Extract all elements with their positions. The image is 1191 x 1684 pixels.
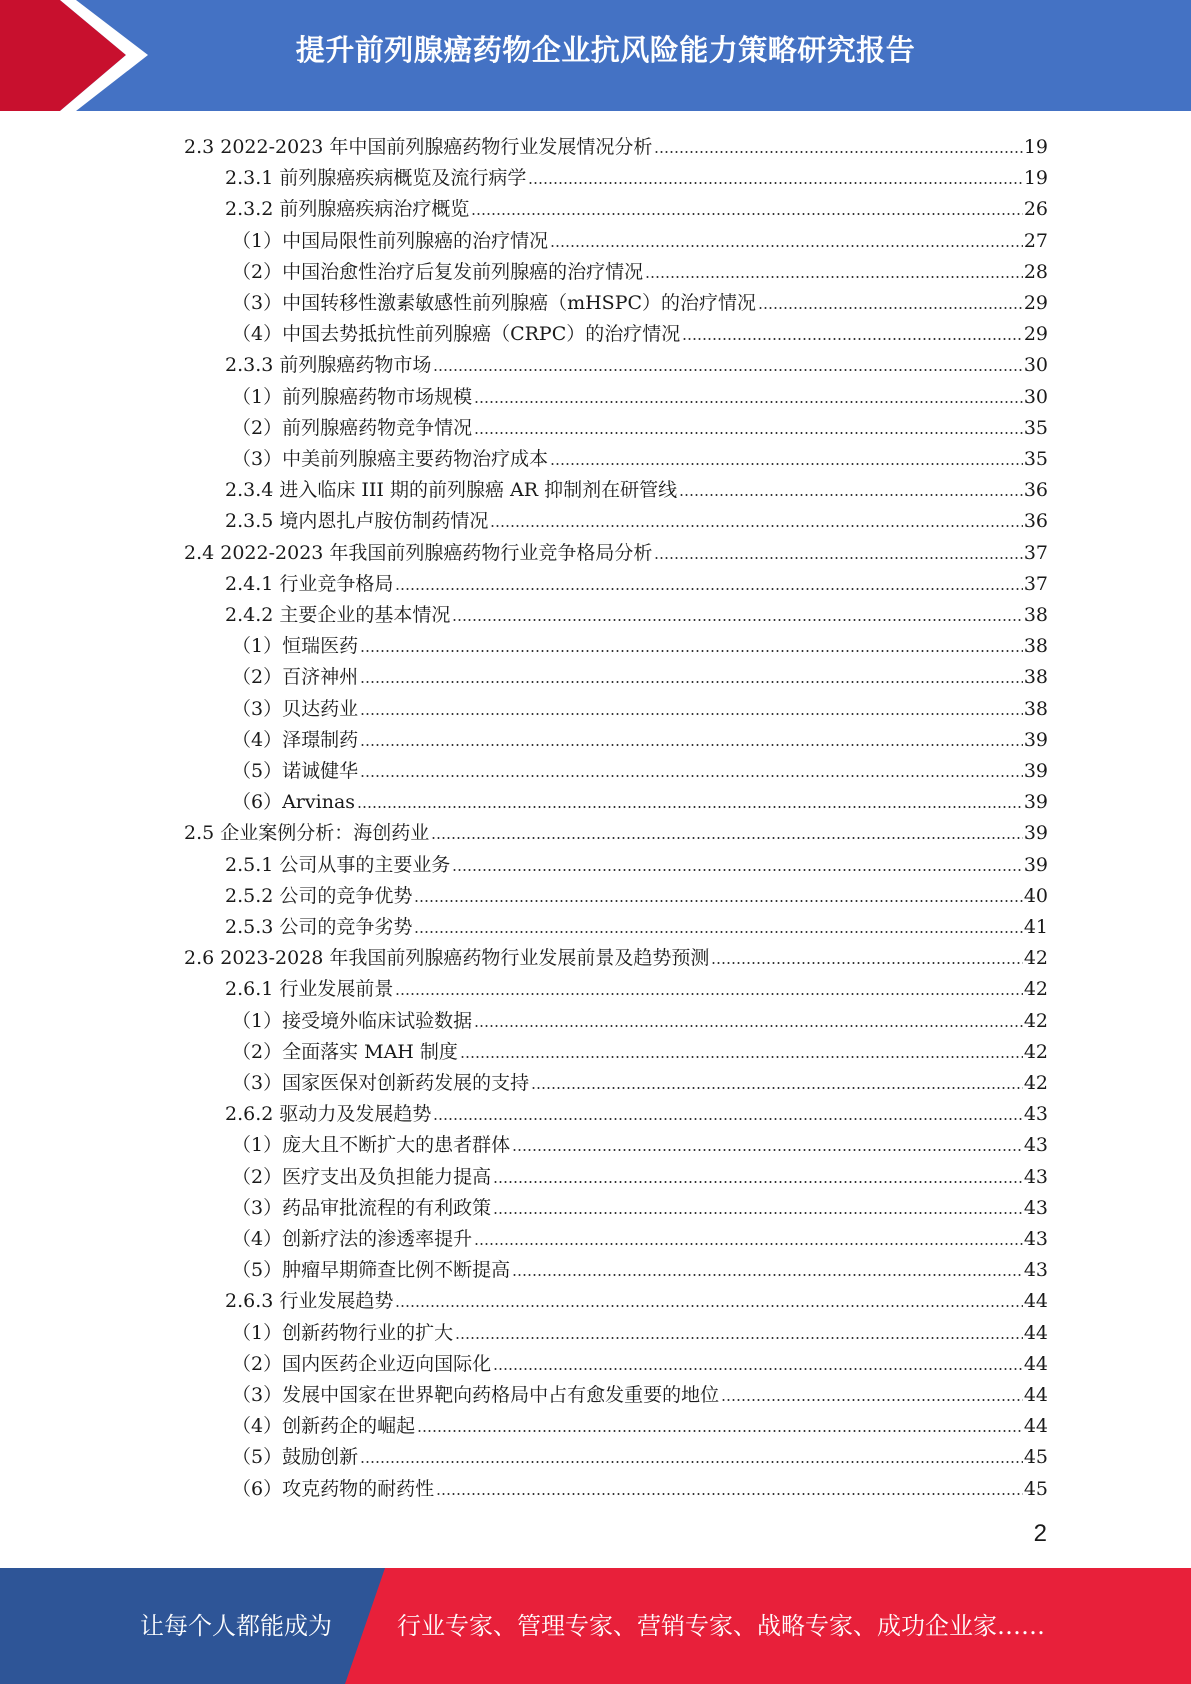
toc-entry-title: （2）国内医药企业迈向国际化 (232, 1352, 492, 1375)
toc-entry-title: （4）创新疗法的渗透率提升 (232, 1228, 473, 1250)
toc-dot-leader (512, 1149, 1023, 1151)
toc-dot-leader (531, 1087, 1023, 1089)
toc-dot-leader (645, 276, 1023, 278)
toc-entry[interactable] (232, 689, 1048, 720)
toc-entry-page: 43 (1023, 1259, 1048, 1282)
toc-entry-page: 44 (1023, 1384, 1048, 1406)
toc-entry-page: 42 (1023, 1072, 1048, 1094)
toc-entry[interactable] (232, 1001, 1048, 1032)
toc-dot-leader (452, 869, 1022, 871)
toc-entry-title: 2.4 2022-2023 年我国前列腺癌药物行业竞争格局分析 (184, 541, 653, 564)
toc-entry[interactable] (184, 813, 1048, 844)
toc-dot-leader (721, 1399, 1023, 1401)
toc-entry[interactable] (232, 782, 1048, 813)
toc-dot-leader (360, 1461, 1023, 1463)
toc-entry-page: 30 (1023, 354, 1048, 377)
toc-entry[interactable] (232, 1375, 1048, 1406)
toc-entry[interactable] (232, 1188, 1048, 1219)
toc-entry[interactable] (225, 1094, 1048, 1125)
toc-entry[interactable] (225, 501, 1048, 532)
toc-entry-title: 2.5 企业案例分析：海创药业 (184, 822, 430, 845)
toc-dot-leader (395, 993, 1022, 995)
toc-entry-title: （1）前列腺癌药物市场规模 (232, 385, 473, 408)
toc-entry-title: 2.4.2 主要企业的基本情况 (225, 604, 451, 626)
toc-entry[interactable] (232, 252, 1048, 283)
toc-entry[interactable] (232, 1406, 1048, 1437)
toc-entry-page: 38 (1023, 604, 1048, 626)
toc-entry-page: 43 (1023, 1196, 1048, 1219)
toc-dot-leader (512, 1274, 1023, 1276)
page-header (0, 0, 1191, 111)
toc-entry[interactable] (232, 720, 1048, 751)
toc-entry-page: 38 (1023, 666, 1048, 689)
toc-dot-leader (711, 962, 1022, 964)
toc-dot-leader (414, 931, 1022, 933)
toc-entry-title: （5）鼓励创新 (232, 1446, 359, 1469)
toc-entry-title: （1）创新药物行业的扩大 (232, 1321, 454, 1344)
toc-entry-page: 30 (1023, 385, 1048, 408)
toc-entry-title: （5）诺诚健华 (232, 760, 359, 782)
toc-entry[interactable] (232, 1313, 1048, 1344)
toc-dot-leader (452, 619, 1022, 621)
toc-entry[interactable] (232, 314, 1048, 345)
toc-entry[interactable] (184, 938, 1048, 969)
toc-dot-leader (360, 681, 1023, 683)
footer-slogan-right: 行业专家、管理专家、营销专家、战略专家、成功企业家…… (397, 1612, 1045, 1640)
toc-entry[interactable] (225, 595, 1048, 626)
toc-dot-leader (679, 494, 1023, 496)
toc-entry[interactable] (225, 189, 1048, 220)
toc-entry-page: 39 (1023, 853, 1048, 876)
toc-entry[interactable] (232, 1032, 1048, 1063)
toc-entry-page: 38 (1023, 635, 1048, 658)
toc-entry-title: （2）百济神州 (232, 666, 359, 689)
toc-dot-leader (758, 307, 1023, 309)
toc-dot-leader (395, 1305, 1022, 1307)
toc-entry[interactable] (232, 1344, 1048, 1375)
toc-dot-leader (455, 1337, 1023, 1339)
toc-entry[interactable] (184, 533, 1048, 564)
toc-dot-leader (433, 369, 1022, 371)
toc-entry-page: 27 (1023, 229, 1048, 252)
toc-entry-page: 37 (1023, 572, 1048, 595)
toc-entry-page: 40 (1023, 884, 1048, 907)
page-footer (0, 1568, 1191, 1684)
toc-entry-title: 2.3.4 进入临床 III 期的前列腺癌 AR 抑制剂在研管线 (225, 479, 678, 502)
toc-entry-title: 2.5.3 公司的竞争劣势 (225, 916, 413, 938)
toc-entry[interactable] (232, 626, 1048, 657)
toc-dot-leader (654, 151, 1022, 153)
toc-entry-page: 37 (1023, 541, 1048, 564)
toc-dot-leader (474, 401, 1023, 403)
toc-entry-title: 2.6 2023-2028 年我国前列腺癌药物行业发展前景及趋势预测 (184, 947, 710, 970)
toc-entry-page: 42 (1023, 947, 1048, 970)
toc-entry-title: （6）攻克药物的耐药性 (232, 1477, 435, 1500)
toc-dot-leader (682, 338, 1023, 340)
toc-entry-title: （3）贝达药业 (232, 697, 359, 720)
toc-entry-title: 2.4.1 行业竞争格局 (225, 572, 394, 595)
toc-entry-title: （6）Arvinas (232, 791, 356, 814)
toc-entry-page: 44 (1023, 1415, 1048, 1438)
toc-dot-leader (417, 1430, 1023, 1432)
toc-dot-leader (474, 432, 1023, 434)
toc-entry-page: 45 (1023, 1477, 1048, 1500)
toc-entry-page: 39 (1023, 728, 1048, 751)
toc-entry-title: （4）泽璟制药 (232, 728, 359, 751)
toc-entry[interactable] (232, 1125, 1048, 1156)
report-title: 提升前列腺癌药物企业抗风险能力策略研究报告 (295, 33, 916, 67)
toc-dot-leader (528, 182, 1022, 184)
toc-entry-page: 26 (1023, 198, 1048, 221)
toc-dot-leader (654, 557, 1022, 559)
toc-dot-leader (360, 744, 1023, 746)
toc-entry[interactable] (232, 221, 1048, 252)
toc-entry[interactable] (225, 345, 1048, 376)
toc-dot-leader (474, 1025, 1023, 1027)
toc-entry[interactable] (232, 1157, 1048, 1188)
toc-entry-page: 43 (1023, 1134, 1048, 1157)
toc-dot-leader (460, 1056, 1023, 1058)
toc-entry-title: 2.3.3 前列腺癌药物市场 (225, 354, 432, 377)
toc-dot-leader (357, 806, 1023, 808)
toc-entry-page: 28 (1023, 260, 1048, 283)
toc-entry-title: 2.3 2022-2023 年中国前列腺癌药物行业发展情况分析 (184, 136, 653, 158)
toc-entry-page: 19 (1023, 167, 1048, 190)
toc-entry-title: 2.5.2 公司的竞争优势 (225, 884, 413, 907)
toc-entry[interactable] (232, 1250, 1048, 1281)
toc-entry-page: 45 (1023, 1446, 1048, 1469)
toc-entry-title: 2.3.5 境内恩扎卢胺仿制药情况 (225, 510, 489, 533)
toc-dot-leader (414, 900, 1022, 902)
toc-dot-leader (360, 713, 1023, 715)
toc-entry-title: （2）中国治愈性治疗后复发前列腺癌的治疗情况 (232, 260, 644, 283)
toc-dot-leader (471, 213, 1022, 215)
toc-entry-title: （1）中国局限性前列腺癌的治疗情况 (232, 229, 549, 252)
toc-entry[interactable] (232, 408, 1048, 439)
toc-dot-leader (436, 1493, 1023, 1495)
toc-entry-title: （1）恒瑞医药 (232, 635, 359, 658)
toc-entry[interactable] (225, 158, 1048, 189)
toc-entry[interactable] (232, 283, 1048, 314)
toc-entry-page: 42 (1023, 1040, 1048, 1063)
toc-entry-page: 39 (1023, 822, 1048, 845)
toc-entry-page: 29 (1023, 292, 1048, 314)
toc-entry-page: 36 (1023, 479, 1048, 502)
page-number: 2 (1033, 1520, 1047, 1547)
toc-entry[interactable] (232, 1469, 1048, 1500)
toc-entry-page: 44 (1023, 1352, 1048, 1375)
toc-entry[interactable] (232, 377, 1048, 408)
toc-dot-leader (493, 1181, 1023, 1183)
toc-entry[interactable] (225, 470, 1048, 501)
toc-entry-title: 2.6.1 行业发展前景 (225, 978, 394, 1001)
toc-entry-page: 41 (1023, 916, 1048, 938)
toc-entry-page: 43 (1023, 1103, 1048, 1126)
toc-entry-page: 35 (1023, 448, 1048, 470)
toc-entry[interactable] (232, 1219, 1048, 1250)
toc-entry-title: （4）创新药企的崛起 (232, 1415, 416, 1438)
toc-entry-title: （2）前列腺癌药物竞争情况 (232, 416, 473, 439)
toc-dot-leader (490, 525, 1022, 527)
toc-dot-leader (433, 1118, 1022, 1120)
toc-entry-page: 38 (1023, 697, 1048, 720)
toc-entry-page: 19 (1023, 136, 1048, 158)
toc-entry-title: （3）中美前列腺癌主要药物治疗成本 (232, 448, 549, 470)
toc-entry[interactable] (232, 439, 1048, 470)
toc-entry-page: 44 (1023, 1321, 1048, 1344)
toc-entry[interactable] (225, 845, 1048, 876)
toc-entry-title: （1）接受境外临床试验数据 (232, 1009, 473, 1032)
footer-slogan-left: 让每个人都能成为 (140, 1612, 332, 1640)
toc-entry-page: 39 (1023, 791, 1048, 814)
toc-entry-title: （4）中国去势抵抗性前列腺癌（CRPC）的治疗情况 (232, 323, 681, 346)
toc-dot-leader (550, 463, 1023, 465)
toc-entry-title: 2.3.1 前列腺癌疾病概览及流行病学 (225, 167, 527, 190)
toc-entry-title: 2.3.2 前列腺癌疾病治疗概览 (225, 198, 470, 221)
toc-entry-page: 42 (1023, 1009, 1048, 1032)
toc-entry-title: （3）药品审批流程的有利政策 (232, 1196, 492, 1219)
toc-entry-title: （2）医疗支出及负担能力提高 (232, 1165, 492, 1188)
toc-entry-title: （3）国家医保对创新药发展的支持 (232, 1072, 530, 1094)
toc-entry-title: （5）肿瘤早期筛查比例不断提高 (232, 1259, 511, 1282)
toc-entry-page: 39 (1023, 760, 1048, 782)
toc-entry-page: 43 (1023, 1165, 1048, 1188)
toc-dot-leader (360, 650, 1023, 652)
toc-entry-page: 35 (1023, 416, 1048, 439)
toc-entry-page: 44 (1023, 1290, 1048, 1313)
toc-entry[interactable] (225, 564, 1048, 595)
toc-entry-page: 42 (1023, 978, 1048, 1001)
toc-dot-leader (431, 837, 1023, 839)
toc-entry[interactable] (225, 907, 1048, 938)
toc-entry-page: 36 (1023, 510, 1048, 533)
toc-entry-title: （3）中国转移性激素敏感性前列腺癌（mHSPC）的治疗情况 (232, 292, 757, 314)
toc-entry-title: （2）全面落实 MAH 制度 (232, 1040, 458, 1063)
toc-entry-title: 2.5.1 公司从事的主要业务 (225, 853, 451, 876)
toc-entry[interactable] (232, 751, 1048, 782)
toc-entry-page: 29 (1023, 323, 1048, 346)
toc-entry[interactable] (232, 1437, 1048, 1468)
toc-entry[interactable] (232, 1063, 1048, 1094)
toc-entry-title: （3）发展中国家在世界靶向药格局中占有愈发重要的地位 (232, 1384, 720, 1406)
toc-dot-leader (474, 1243, 1023, 1245)
toc-entry[interactable] (232, 657, 1048, 688)
toc-entry-page: 43 (1023, 1228, 1048, 1250)
toc-dot-leader (493, 1212, 1023, 1214)
toc-entry[interactable] (184, 127, 1048, 158)
toc-entry-title: 2.6.3 行业发展趋势 (225, 1290, 394, 1313)
toc-entry-title: 2.6.2 驱动力及发展趋势 (225, 1103, 432, 1126)
toc-dot-leader (395, 588, 1022, 590)
toc-entry[interactable] (225, 1281, 1048, 1312)
toc-dot-leader (493, 1368, 1023, 1370)
toc-dot-leader (360, 775, 1023, 777)
toc-dot-leader (550, 245, 1023, 247)
toc-entry-title: （1）庞大且不断扩大的患者群体 (232, 1134, 511, 1157)
toc-entry[interactable] (225, 969, 1048, 1000)
toc-entry[interactable] (225, 876, 1048, 907)
